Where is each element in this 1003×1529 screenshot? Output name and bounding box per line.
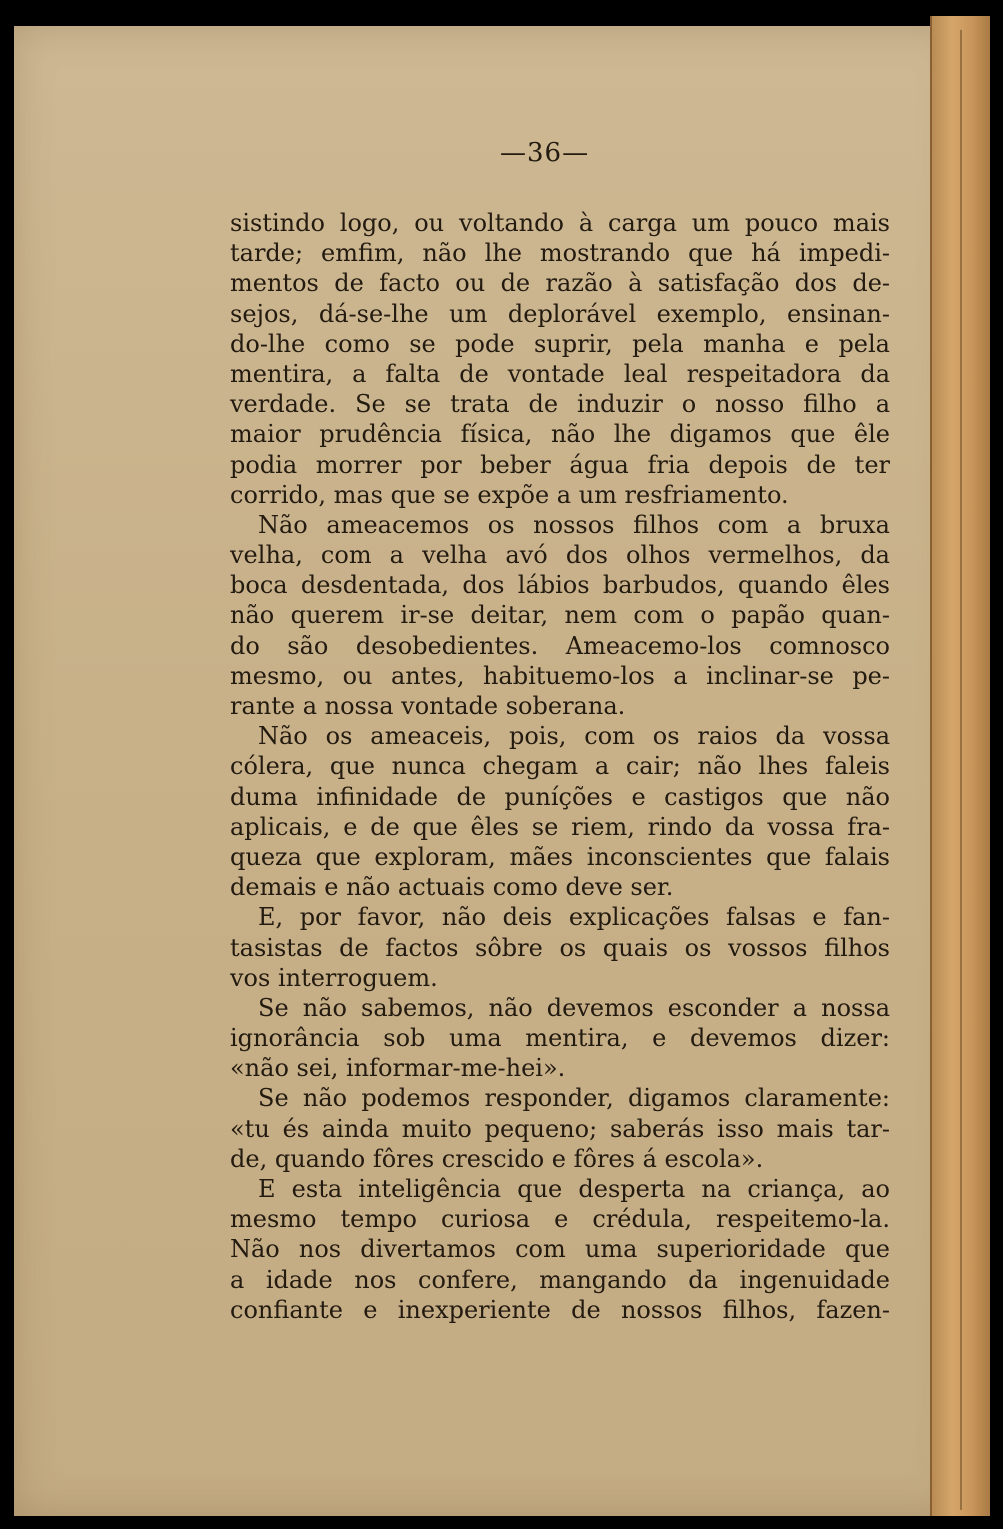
text-line: verdade. Se se trata de induzir o nosso filho a	[230, 390, 890, 419]
text-line: tarde; emfim, não lhe mostrando que há impedi-	[230, 239, 890, 268]
text-line: Não os ameaceis, pois, com os raios da vossa	[258, 722, 890, 751]
text-line: Não ameacemos os nossos filhos com a bruxa	[258, 510, 890, 539]
text-line: velha, com a velha avó dos olhos vermelhos, da	[230, 541, 890, 570]
text-line: maior prudência física, não lhe digamos que êle	[230, 420, 890, 449]
text-line: mentos de facto ou de razão à satisfação dos de-	[230, 269, 890, 298]
text-line: a idade nos confere, mangando da ingenuidade	[230, 1265, 890, 1294]
text-line: «não sei, informar-me-hei».	[230, 1054, 566, 1083]
text-line: aplicais, e de que êles se riem, rindo da vossa fra-	[230, 812, 890, 841]
text-line: não querem ir-se deitar, nem com o papão quan-	[230, 601, 890, 630]
text-line: mesmo, ou antes, habituemo-los a inclinar-se pe-	[230, 661, 890, 690]
text-line: sejos, dá-se-lhe um deplorável exemplo, ensinan-	[230, 299, 890, 328]
text-line: do-lhe como se pode suprir, pela manha e pela	[230, 329, 890, 358]
book-spine-line	[960, 30, 962, 1510]
text-line: podia morrer por beber água fria depois de ter	[230, 450, 890, 479]
text-line: de, quando fôres crescido e fôres á escola».	[230, 1144, 764, 1173]
text-line: Se não podemos responder, digamos claramente:	[258, 1084, 890, 1113]
text-line: sistindo logo, ou voltando à carga um pouco mais	[230, 209, 890, 237]
body-text	[230, 208, 890, 1325]
text-line: queza que exploram, mães inconscientes que falais	[230, 842, 890, 871]
text-line: vos interroguem.	[230, 963, 438, 992]
text-line: duma infinidade de puníções e castigos que não	[230, 782, 890, 811]
text-line: Não nos divertamos com uma superioridade que	[230, 1235, 890, 1264]
text-line: E, por favor, não deis explicações falsas e fan-	[258, 903, 890, 932]
text-line: confiante e inexperiente de nossos filhos, fazen-	[230, 1295, 890, 1324]
page-number: —36—	[500, 138, 590, 168]
text-line: cólera, que nunca chegam a cair; não lhes faleis	[230, 752, 890, 781]
text-line: E esta inteligência que desperta na criança, ao	[258, 1175, 890, 1203]
text-line: corrido, mas que se expõe a um resfriamento.	[230, 480, 789, 509]
text-line: do são desobedientes. Ameacemo-los comnosco	[230, 631, 890, 660]
text-line: mentira, a falta de vontade leal respeitadora da	[230, 359, 890, 388]
text-line: «tu és ainda muito pequeno; saberás isso mais tar-	[230, 1114, 890, 1143]
text-line: mesmo tempo curiosa e crédula, respeitemo-la.	[230, 1205, 890, 1234]
text-line: tasistas de factos sôbre os quais os vossos filhos	[230, 933, 890, 962]
text-line: boca desdentada, dos lábios barbudos, quando êles	[230, 571, 890, 600]
text-line: rante a nossa vontade soberana.	[230, 692, 626, 720]
text-line: demais e não actuais como deve ser.	[230, 873, 674, 902]
text-line: Se não sabemos, não devemos esconder a nossa	[258, 993, 890, 1022]
text-line: ignorância sob uma mentira, e devemos dizer:	[230, 1024, 890, 1053]
